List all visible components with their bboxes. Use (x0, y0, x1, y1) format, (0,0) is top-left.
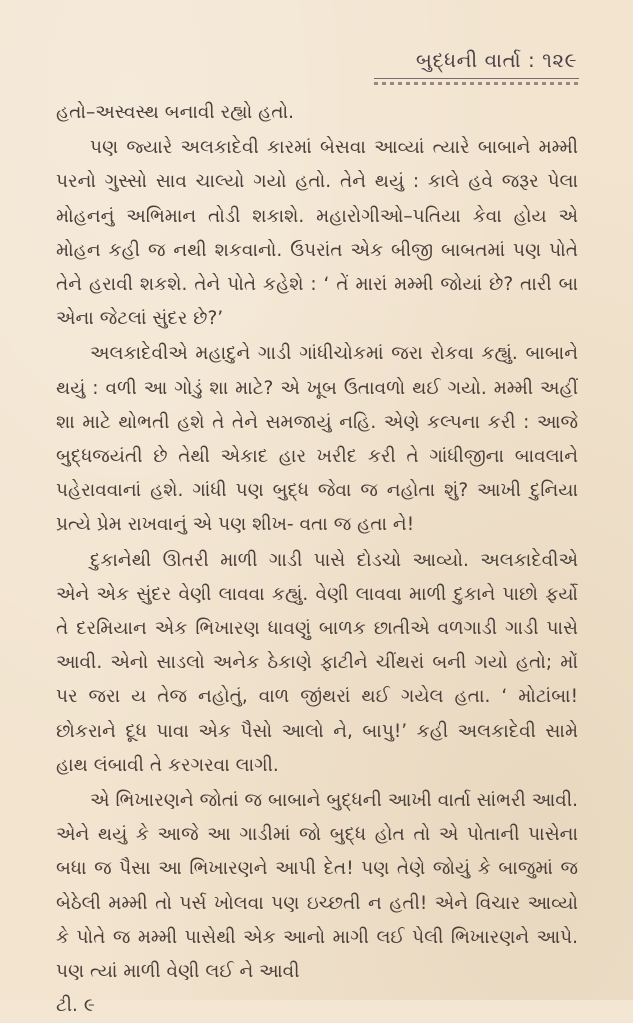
body-line: પણ જ્યારે અલકાદેવી કારમાં બેસવા આવ્યાં ત્યારે બાબાને (90, 137, 531, 159)
body-line: એને એક સુંદર વેણી લાવવા કહ્યું. વેણી લાવવા માળી દુકાને પાછો (56, 583, 538, 605)
body-line: બાબતમાં પણ પોતે તેને હરાવી શકશે. તેને પોતે કહેશે : ‘ તેં મારાં (56, 239, 579, 296)
body-line: ગયો હતો; મોં પર જરા ય તેજ નહોતું, વાળ જીંથરાં થઈ ગયેલ (56, 652, 578, 708)
body-line: જ નહોતા શું? આખી દુનિયા પ્રત્યે પ્રેમ રાખવાનું એ પણ શીખ- (56, 480, 578, 536)
body-line: એ ભિખારણને જોતાં જ બાબાને બુદ્ધની આખી વાર્તા સાંભરી (90, 790, 526, 812)
body-line: પાસેના બધા જ પૈસા આ ભિખારણને આપી દેત! પણ તેણે જોયું (56, 824, 578, 880)
body-line: વતા જ હતા ને! (299, 514, 415, 536)
body-line: કેવા હોય એ મોહન કહી જ નથી શકવાનો. ઉપરાંત એક બીજી (56, 205, 579, 261)
body-line: એણે કલ્પના કરી : આજે બુદ્ધજયંતી છે તેથી એકાદ હાર ખરીદ (56, 411, 578, 468)
paragraph-5 (56, 784, 578, 989)
signature-mark: ટી. ૯ (56, 995, 95, 1017)
body-line: દુકાનેથી ઊતરી માળી ગાડી પાસે દોડચો આવ્યો. અલકાદેવીએ (90, 549, 578, 571)
body-line: હતા. ‘ મોટાંબા! છોકરાને દૂધ પાવા એક પૈસો આલો ને, બાપુ!’ (56, 686, 579, 742)
body-line: ફર્યો તે દરમિયાન એક ભિખારણ ધાવણું બાળક છાતીએ વળગાડી (56, 583, 578, 640)
paragraph-1 (56, 96, 578, 130)
body-line: કે બાજુમાં જ બેઠેલી મમ્મી તો પર્સ ખોલવા પણ ઇચ્છતી ન હતી! (56, 858, 578, 914)
body-line: હતો–અસ્વસ્થ બનાવી રહ્યો હતો. (56, 102, 294, 123)
body-line: મમ્મી જોયાં છે? તારી બા એના જેટલાં સુંદર છે?’ (56, 274, 578, 330)
body-line: ગાડી પાસે આવી. એનો સાડલો અનેક ઠેકાણે ફાટીને ચીંથરાં બની (56, 618, 579, 674)
body-line: લઈ પેલી ભિખારણને આપે. પણ ત્યાં માળી વેણી લઈ ને આવી (56, 926, 578, 983)
body-line: બાબાને થયું : વળી આ ગોડું શા માટે? એ ખૂબ ઉતાવળો થઈ (56, 343, 578, 399)
page-content (56, 96, 579, 1017)
paragraph-4 (56, 544, 578, 783)
body-line: કરી તે ગાંધીજીના બાવલાને પહેરાવવાનાં હશે. ગાંધી પણ બુદ્ધ જેવા (56, 446, 578, 502)
body-line: અલકાદેવીએ મહાદુને ગાડી ગાંધીચોકમાં જરા રોકવા કહ્યું. (90, 343, 518, 365)
paragraph-3 (56, 337, 578, 542)
body-line: એને વિચાર આવ્યો કે પોતે જ મમ્મી પાસેથી એક આનો માગી (56, 892, 578, 948)
body-line: જરૂર પેલા મોહનનું અભિમાન તોડી શકાશે. મહારોગીઓ–પતિયા (56, 171, 578, 227)
body-line: કહી અલકાદેવી સામે હાથ લંબાવી તે કરગરવા લાગી. (56, 720, 579, 776)
paragraph-2 (56, 131, 578, 336)
body-line: આવી. એને થયું કે આજે આ ગાડીમાં જો બુદ્ધ હોત તો એ પોતાની (56, 790, 578, 846)
running-header: બુદ્ધની વાર્તા : ૧૨૯ (415, 48, 577, 72)
body-line: ગયો. મમ્મી અહીં શા માટે થોભતી હશે તે તેને સમજાયું નહિ. (56, 377, 578, 433)
header-underline (374, 78, 579, 87)
body-line: મમ્મી પરનો ગુસ્સો સાવ ચાલ્યો ગયો હતો. તેને થયું : કાલે હવે (56, 137, 578, 193)
